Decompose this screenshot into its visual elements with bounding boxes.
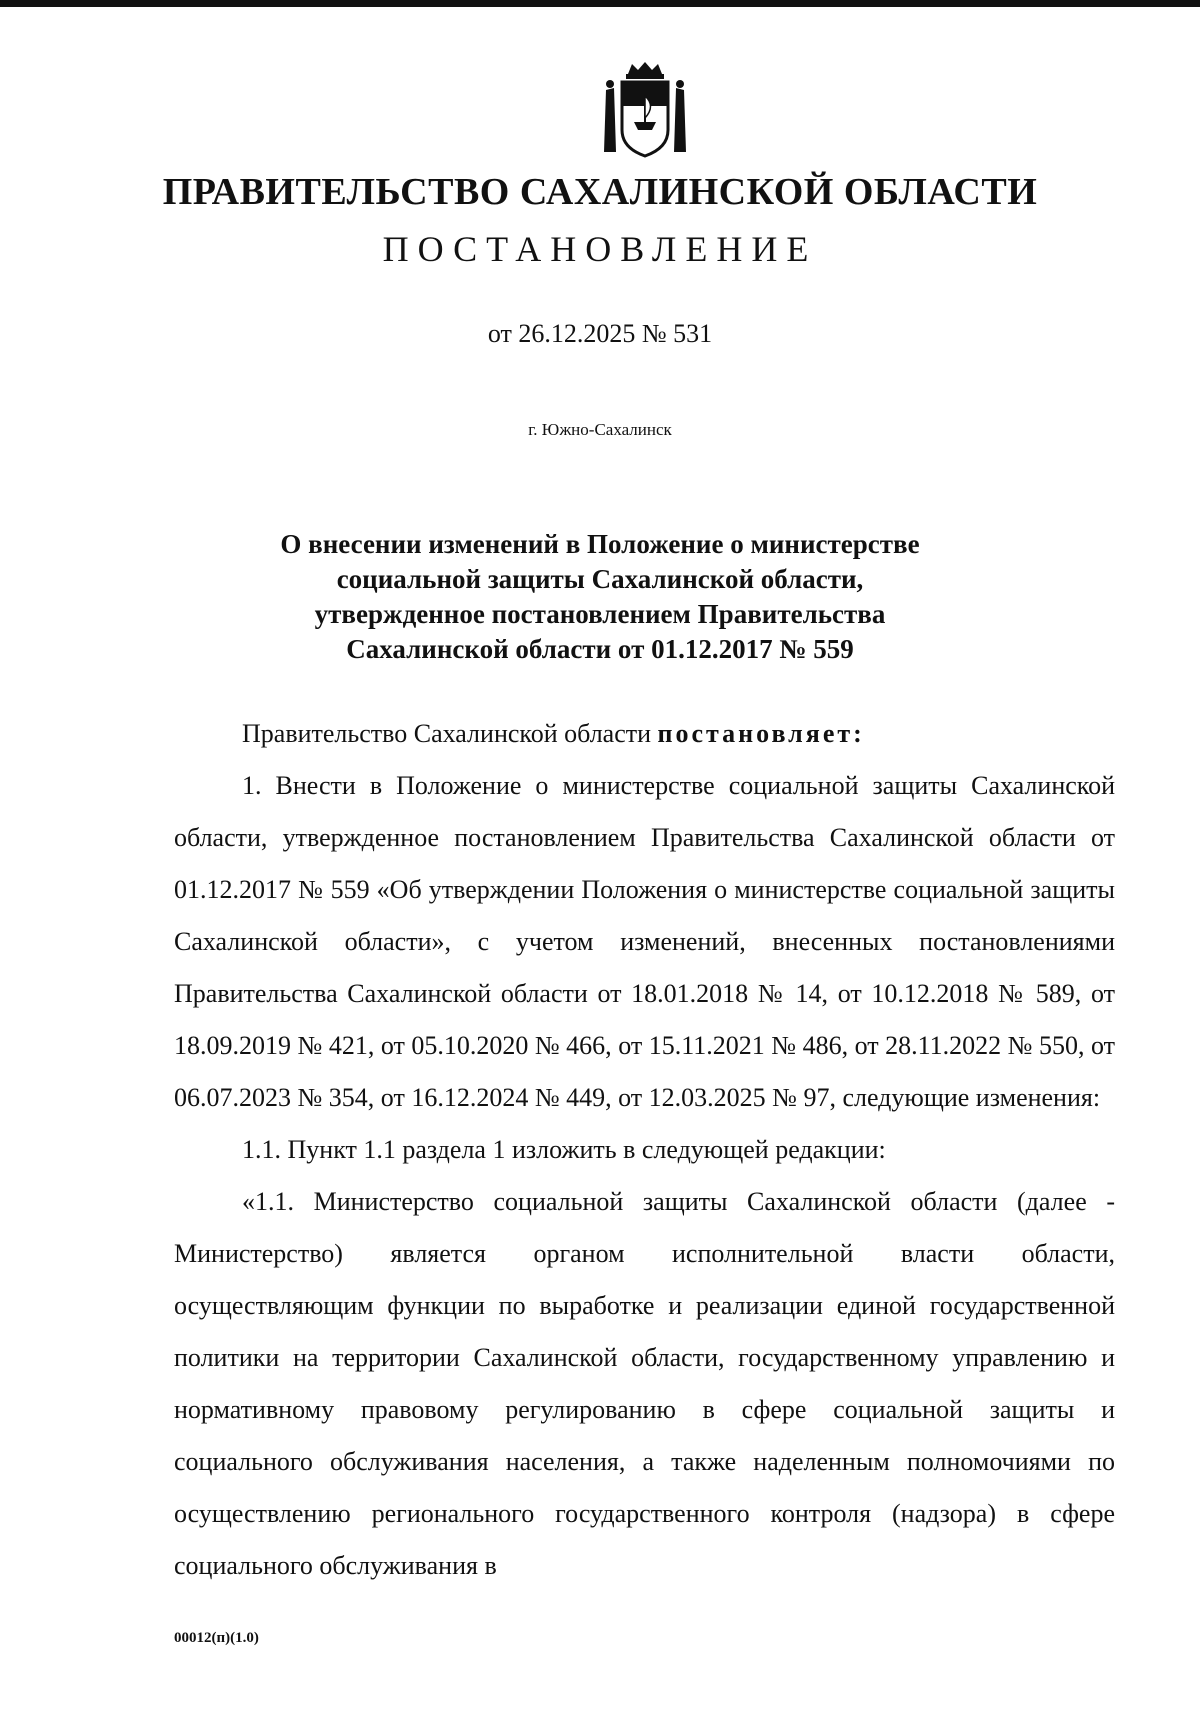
document-type: ПОСТАНОВЛЕНИЕ [382, 229, 818, 269]
title-line: Сахалинской области от 01.12.2017 № 559 [346, 634, 854, 665]
title-line: утвержденное постановлением Правительства [314, 599, 886, 630]
document-city: г. Южно-Сахалинск [528, 420, 672, 439]
preamble [174, 708, 1115, 760]
paragraph-1-1-text: «1.1. Министерство социальной защиты Сахалинской области (далее - Министерство) является органом исполнительной власти области, осуществляющим функции по выработке и реализации единой государственной политики на территории Сахалинской области, государственному управлению и нормативному правовому регулированию в сфере социальной защиты и социального обслуживания населения, а также наделенным полномочиями по осуществлению регионального государственного контроля (надзора) в сфере социального обслуживания в [174, 1187, 1115, 1580]
organization-name: ПРАВИТЕЛЬСТВО САХАЛИНСКОЙ ОБЛАСТИ [162, 171, 1038, 213]
document-date-number: от 26.12.2025 № 531 [487, 319, 713, 348]
preamble-verb: постановляет: [657, 719, 865, 748]
sakhalin-coat-of-arms-icon [598, 60, 692, 162]
preamble-subject: Правительство Сахалинской области [242, 719, 658, 748]
document-body [174, 708, 1115, 1592]
paragraph-1: 1. Внести в Положение о министерстве социальной защиты Сахалинской области, утвержденное постановлением Правительства Сахалинской области от 01.12.2017 № 559 «Об утверждении Положения о министерстве социальной защиты Сахалинской области», с учетом изменений, внесенных постановлениями Правительства Сахалинской области от 18.01.2018 № 14, от 10.12.2018 № 589, от 18.09.2019 № 421, от 05.10.2020 № 466, от 15.11.2021 № 486, от 28.11.2022 № 550, от 06.07.2023 № 354, от 16.12.2024 № 449, от 12.03.2025 № 97, следующие изменения: [174, 771, 1115, 1112]
scan-top-edge [0, 0, 1200, 7]
title-line: О внесении изменений в Положение о министерстве [280, 529, 920, 559]
form-code: 00012(п)(1.0) [174, 1630, 259, 1646]
paragraph-1-1: 1.1. Пункт 1.1 раздела 1 изложить в следующей редакции: [242, 1135, 886, 1164]
document-title [150, 527, 1050, 667]
title-line: социальной защиты Сахалинской области, [336, 564, 864, 595]
